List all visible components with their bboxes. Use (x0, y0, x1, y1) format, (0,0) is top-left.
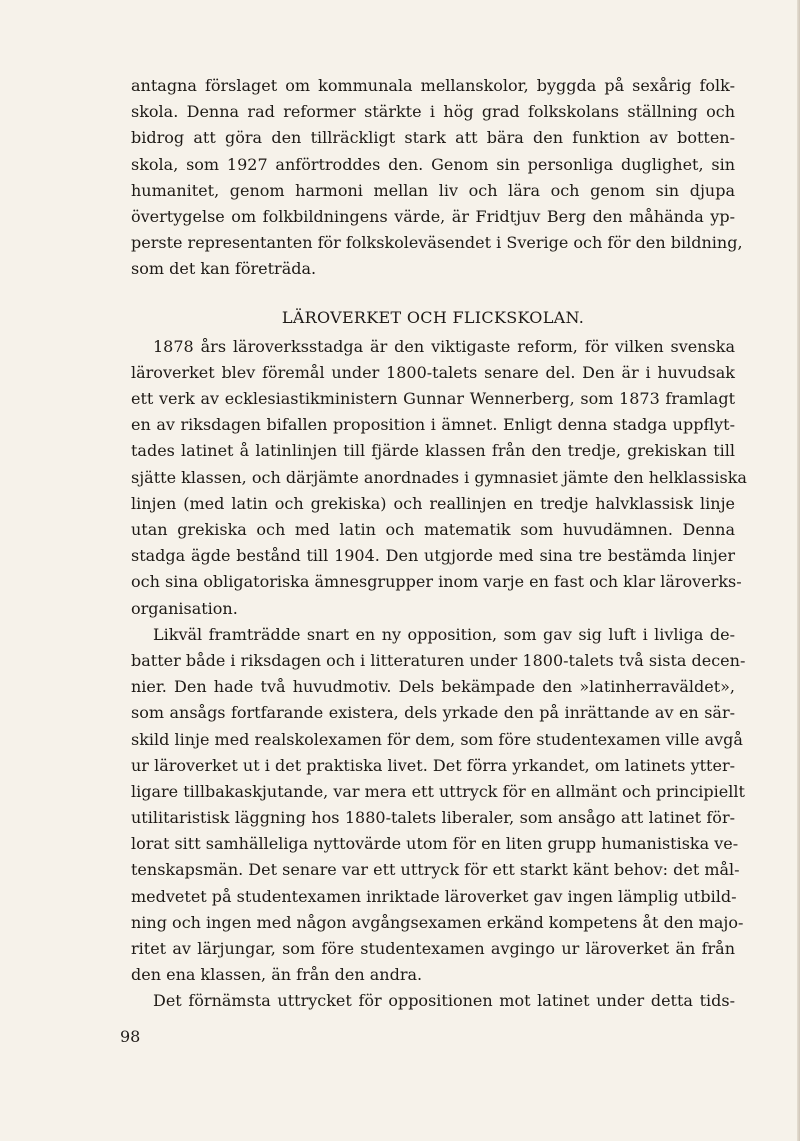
text-line: tades latinet å latinlinjen till fjärde klassen från den tredje, grekiskan till (131, 441, 735, 461)
text-line: och sina obligatoriska ämnesgrupper inom varje en fast och klar läroverks- (131, 572, 742, 592)
paragraph-2 (131, 334, 747, 622)
text-line: sjätte klassen, och därjämte anordnades i gymnasiet jämte den helklassiska (131, 467, 747, 487)
text-line: medvetet på studentexamen inriktade läroverket gav ingen lämplig utbild- (131, 886, 737, 906)
text-line: lorat sitt samhälleliga nyttovärde utom för en liten grupp humanistiska ve- (131, 834, 739, 854)
text-line: stadga ägde bestånd till 1904. Den utgjorde med sina tre bestämda linjer (131, 546, 735, 566)
text-line: tenskapsmän. Det senare var ett uttryck för ett starkt känt behov: det mål- (131, 860, 740, 880)
text-line: läroverket blev föremål under 1800-talets senare del. Den är i huvudsak (131, 362, 735, 382)
text-line: organisation. (131, 598, 238, 618)
text-line: linjen (med latin och grekiska) och reallinjen en tredje halvklassisk linje (131, 493, 735, 513)
text-line: ur läroverket ut i det praktiska livet. Det förra yrkandet, om latinets ytter- (131, 755, 735, 775)
text-line: humanitet, genom harmoni mellan liv och lära och genom sin djupa (131, 180, 735, 200)
text-line: 1878 års läroverksstadga är den viktigaste reform, för vilken svenska (153, 336, 735, 356)
paragraph-1 (131, 73, 743, 283)
text-line: som ansågs fortfarande existera, dels yrkade den på inrättande av en sär- (131, 703, 735, 723)
section-heading: LÄROVERKET OCH FLICKSKOLAN. (281, 307, 585, 327)
paragraph-4 (131, 988, 735, 1014)
text-line: skild linje med realskolexamen för dem, som före studentexamen ville avgå (131, 729, 743, 749)
paragraph-3 (131, 622, 746, 989)
text-line: ligare tillbakaskjutande, var mera ett uttryck för en allmänt och principiellt (131, 781, 745, 801)
text-line: övertygelse om folkbildningens värde, är Fridtjuv Berg den måhända yp- (131, 206, 735, 226)
text-line: ett verk av ecklesiastikministern Gunnar Wennerberg, som 1873 framlagt (131, 389, 735, 409)
page-number: 98 (120, 1027, 141, 1046)
text-line: den ena klassen, än från den andra. (131, 965, 423, 985)
text-line: ning och ingen med någon avgångsexamen erkänd kompetens åt den majo- (131, 912, 744, 932)
page-text (131, 73, 747, 1123)
text-line: utan grekiska och med latin och matematik som huvudämnen. Denna (131, 520, 735, 539)
text-line: Likväl framträdde snart en ny opposition, som gav sig luft i livliga de- (153, 624, 735, 644)
text-line: ritet av lärjungar, som före studentexamen avgingo ur läroverket än från (131, 939, 735, 958)
text-line: antagna förslaget om kommunala mellanskolor, byggda på sexårig folk- (131, 76, 735, 95)
text-line: Det förnämsta uttrycket för oppositionen mot latinet under detta tids- (153, 991, 735, 1011)
text-line: skola, som 1927 anförtroddes den. Genom sin personliga duglighet, sin (131, 154, 735, 174)
text-line: batter både i riksdagen och i litteraturen under 1800-talets två sista decen- (131, 650, 746, 670)
text-line: utilitaristisk läggning hos 1880-talets liberaler, som ansågo att latinet för- (131, 808, 735, 828)
text-line: skola. Denna rad reformer stärkte i hög grad folkskolans ställning och (131, 102, 735, 122)
text-line: som det kan företräda. (131, 259, 317, 279)
text-line: perste representanten för folkskoleväsendet i Sverige och för den bildning, (131, 233, 743, 253)
text-line: nier. Den hade två huvudmotiv. Dels bekämpade den »latinherraväldet», (131, 677, 735, 697)
text-line: en av riksdagen bifallen proposition i ämnet. Enligt denna stadga uppflyt- (131, 415, 735, 435)
text-line: bidrog att göra den tillräckligt stark att bära den funktion av botten- (131, 128, 735, 148)
